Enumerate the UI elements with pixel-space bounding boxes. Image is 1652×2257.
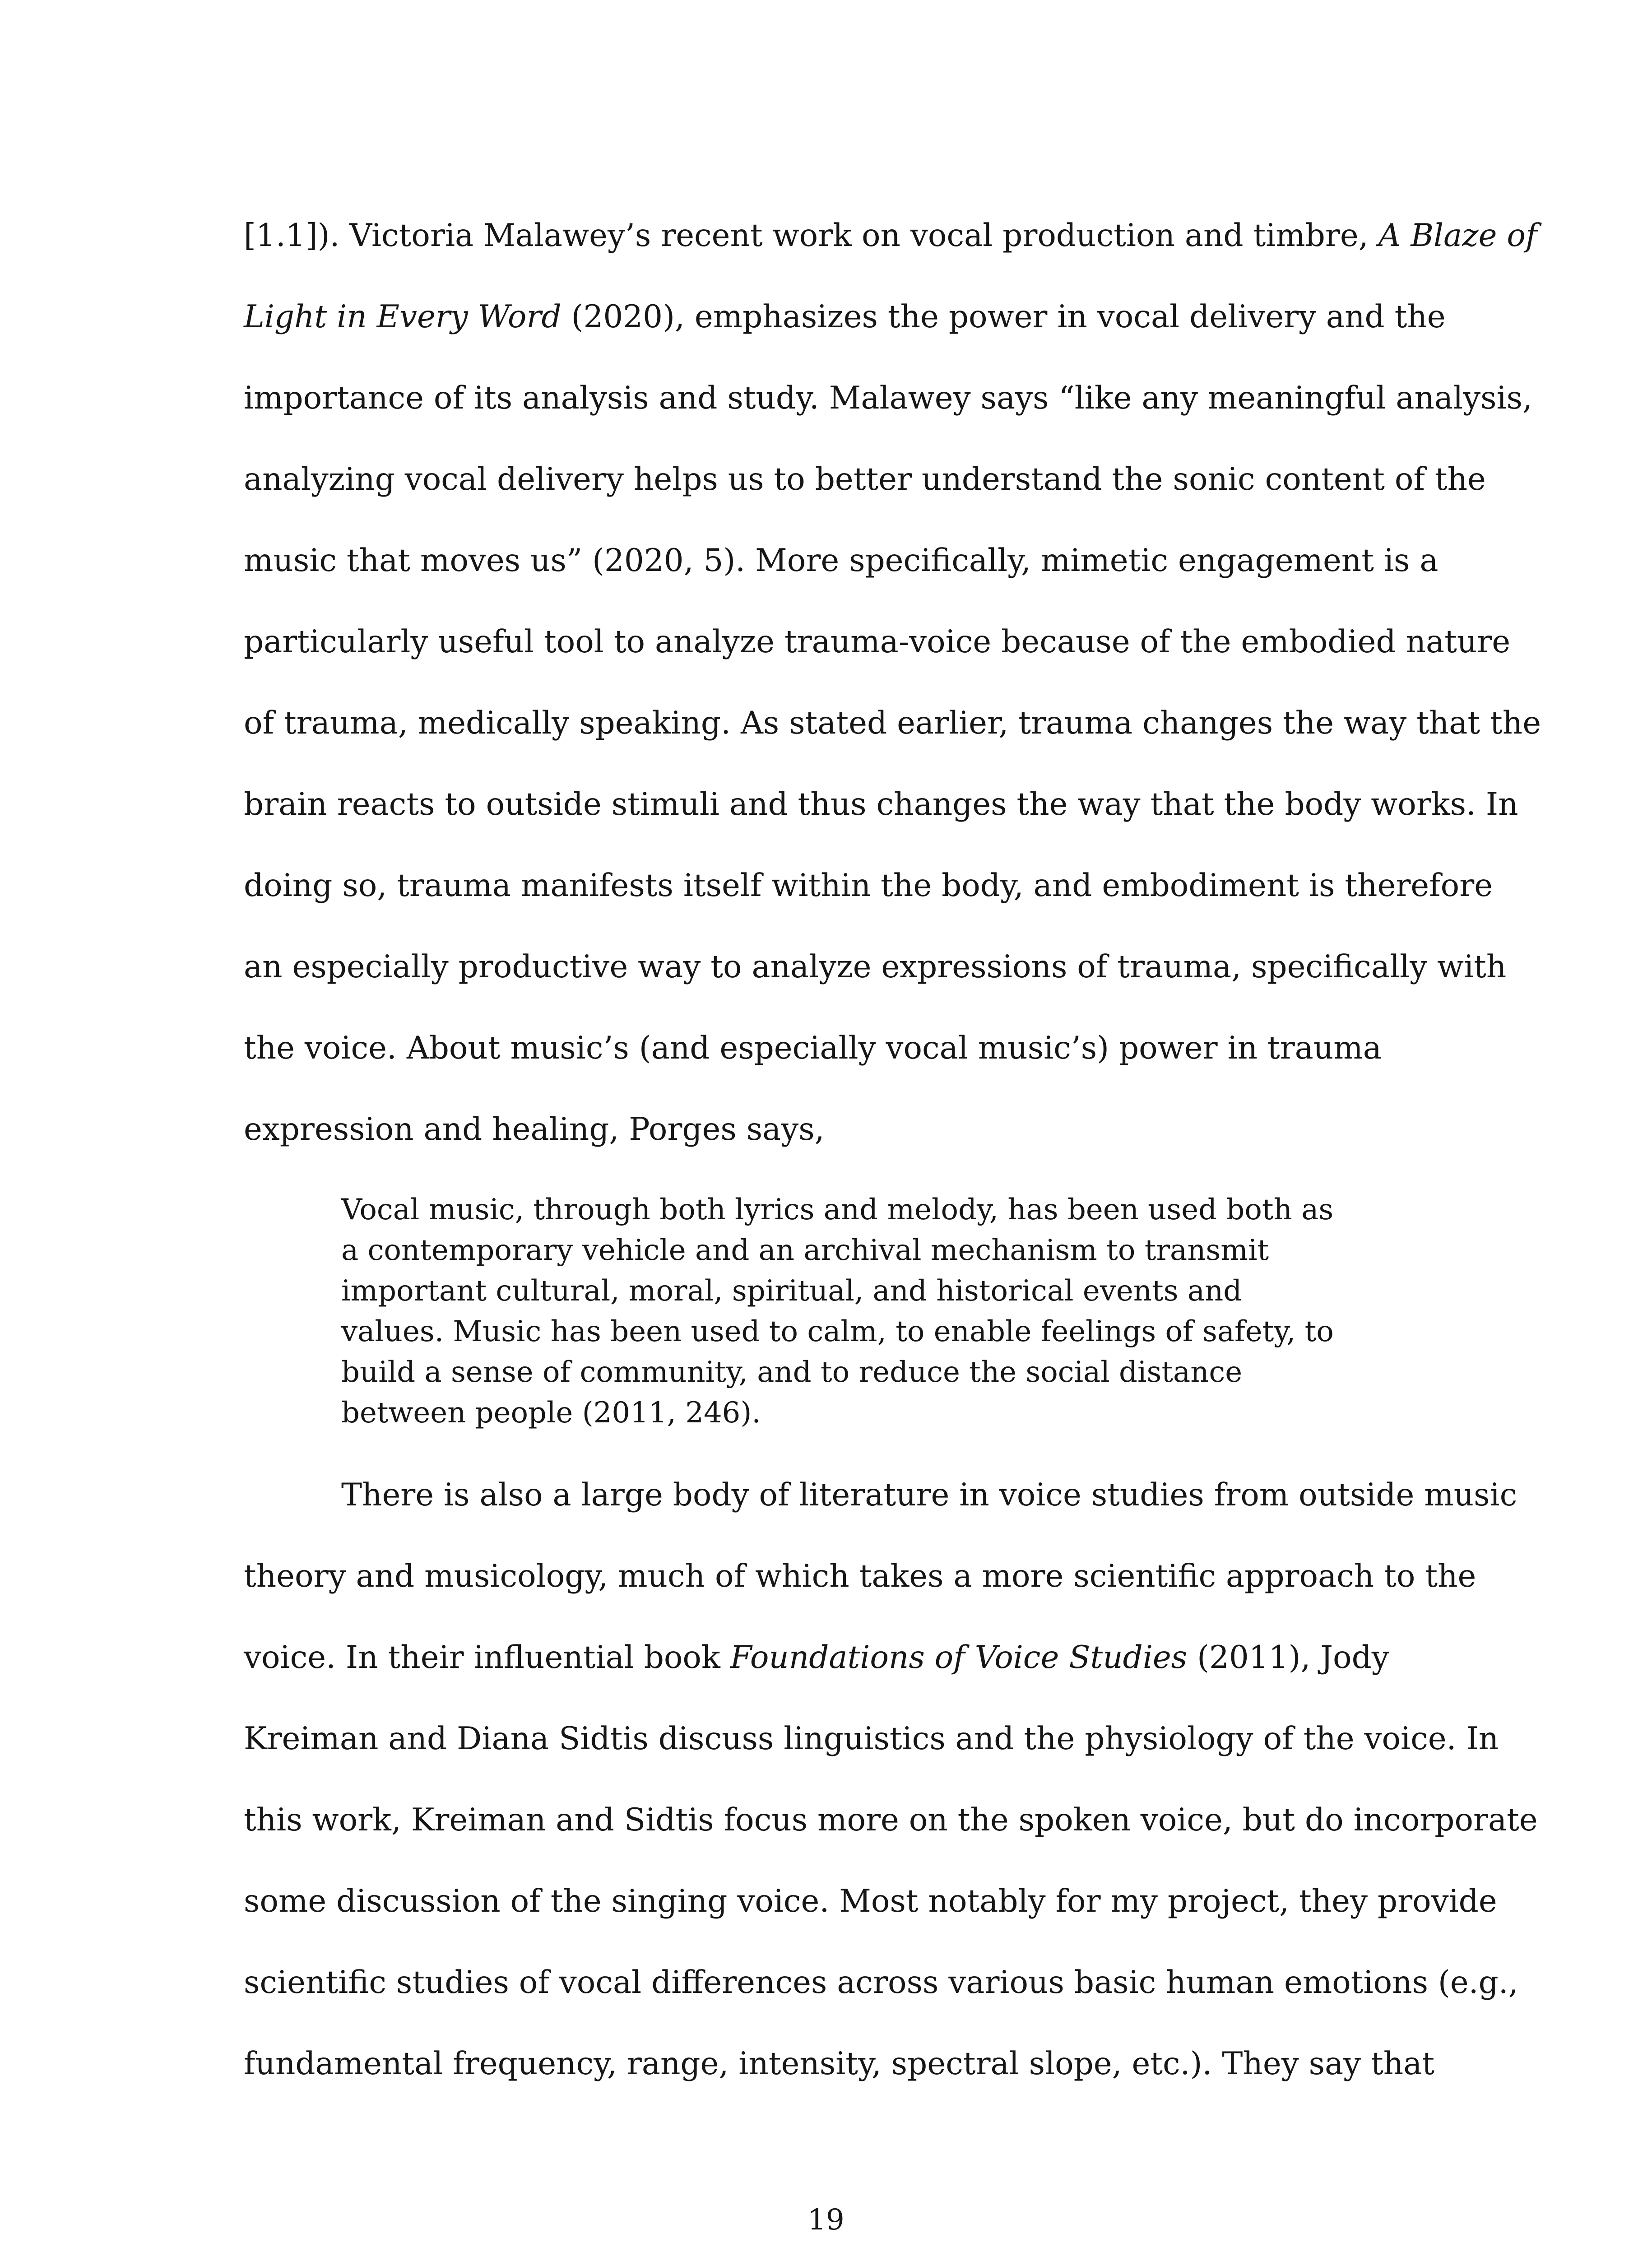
block-quote-line: important cultural, moral, spiritual, and historical events and [341, 1274, 1242, 1308]
text-line [244, 1802, 1538, 1838]
block-quote-line: values. Music has been used to calm, to enable feelings of safety, to [341, 1315, 1334, 1348]
page-number: 19 [807, 2203, 845, 2237]
text-line [244, 786, 1518, 822]
text-line [244, 1964, 1518, 2001]
text-run: of trauma, medically speaking. As stated earlier, trauma changes the way that the [244, 705, 1541, 741]
text-run: [1.1]). Victoria Malawey’s recent work on vocal production and timbre, [244, 218, 1378, 254]
book-title: Light in Every Word [244, 299, 561, 335]
text-run: importance of its analysis and study. Malawey says “like any meaningful analysis, [244, 380, 1532, 416]
text-line [244, 1030, 1382, 1066]
text-line [244, 543, 1439, 579]
text-run: an especially productive way to analyze expressions of trauma, specifically with [244, 949, 1507, 985]
text-run: voice. In their influential book [244, 1639, 730, 1676]
text-line [244, 380, 1532, 416]
text-run: brain reacts to outside stimuli and thus changes the way that the body works. In [244, 786, 1518, 822]
block-quote-line: build a sense of community, and to reduce the social distance [341, 1356, 1243, 1389]
text-run: (2011), Jody [1187, 1639, 1389, 1676]
text-run: some discussion of the singing voice. Most notably for my project, they provide [244, 1883, 1497, 1919]
text-run: There is also a large body of literature in voice studies from outside music [341, 1477, 1517, 1513]
text-line [244, 2048, 1434, 2080]
block-quote-line: a contemporary vehicle and an archival mechanism to transmit [341, 1234, 1269, 1267]
text-line [244, 1639, 1389, 1676]
text-run: this work, Kreiman and Sidtis focus more on the spoken voice, but do incorporate [244, 1802, 1538, 1838]
text-line [244, 218, 1537, 254]
text-run: the voice. About music’s (and especially vocal music’s) power in trauma [244, 1030, 1382, 1066]
text-line [244, 299, 1446, 335]
book-title: A Blaze of [1378, 218, 1537, 254]
text-line [244, 1558, 1476, 1594]
text-run: doing so, trauma manifests itself within the body, and embodiment is therefore [244, 868, 1493, 904]
text-line [244, 868, 1493, 904]
text-run: (2020), emphasizes the power in vocal delivery and the [561, 299, 1446, 335]
text-line [244, 624, 1511, 660]
text-line [244, 1723, 1499, 1755]
text-run: music that moves us” (2020, 5). More specifically, mimetic engagement is a [244, 543, 1439, 579]
text-run: particularly useful tool to analyze trauma-voice because of the embodied nature [244, 624, 1511, 660]
text-run: analyzing vocal delivery helps us to better understand the sonic content of the [244, 461, 1486, 497]
text-line [244, 461, 1486, 497]
text-line [244, 1111, 825, 1147]
block-quote-line: Vocal music, through both lyrics and melody, has been used both as [341, 1193, 1334, 1226]
text-line [244, 705, 1541, 741]
book-title: Foundations of Voice Studies [730, 1639, 1188, 1676]
text-line [341, 1477, 1517, 1513]
text-line [244, 949, 1507, 985]
text-run: theory and musicology, much of which takes a more scientific approach to the [244, 1558, 1476, 1594]
text-run: fundamental frequency, range, intensity, spectral slope, etc.). They say that [244, 2046, 1435, 2082]
text-run: expression and healing, Porges says, [244, 1111, 825, 1147]
text-line [244, 1883, 1497, 1919]
text-run: scientific studies of vocal differences across various basic human emotions (e.g., [244, 1964, 1518, 2001]
block-quote-line: between people (2011, 246). [341, 1396, 761, 1430]
text-run: Kreiman and Diana Sidtis discuss linguistics and the physiology of the voice. In [244, 1721, 1499, 1757]
